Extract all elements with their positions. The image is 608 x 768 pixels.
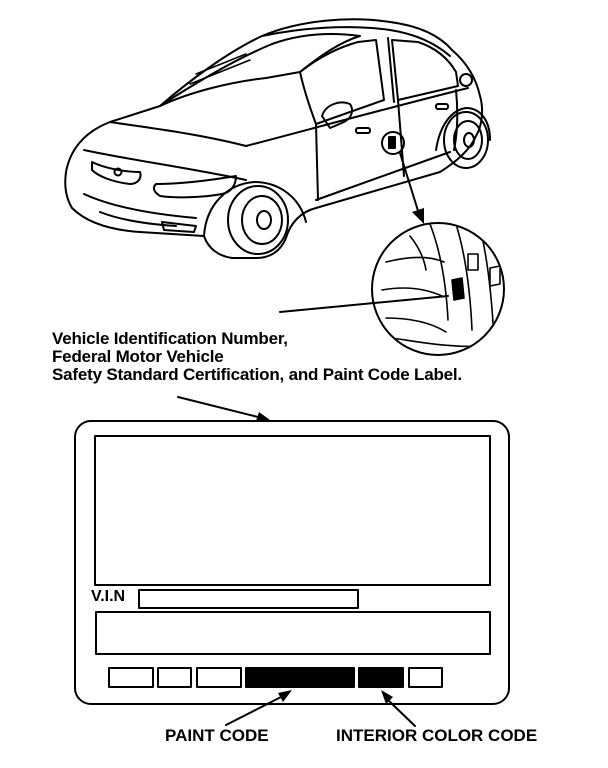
detail-pointer-arrowhead	[412, 208, 424, 224]
code-box-3	[197, 668, 241, 687]
label-certification-area	[95, 436, 490, 585]
paint-code-pointer-line	[226, 696, 283, 725]
interior-color-code-box	[359, 668, 403, 687]
car-windshield	[160, 34, 360, 106]
code-box-6	[409, 668, 442, 687]
car-rear-side-window	[392, 40, 458, 100]
vin-box	[139, 590, 358, 608]
callout-leader-line	[280, 296, 448, 312]
label-enlarged	[75, 421, 509, 704]
label-pointer-arrowhead	[256, 412, 270, 421]
vin-label: V.I.N	[91, 588, 126, 605]
car-rear-door-handle	[436, 104, 448, 109]
car-fog-light	[162, 222, 196, 232]
car-hood-lines	[84, 122, 246, 180]
car-grille	[92, 162, 141, 184]
door-jamb-detail	[372, 223, 504, 355]
car-front-side-window	[300, 40, 384, 124]
callout-line-3: Safety Standard Certification, and Paint Code Label.	[52, 365, 462, 384]
jamb-hinge	[490, 266, 500, 286]
label-barcode-area	[96, 612, 490, 654]
car-front-rim	[242, 196, 282, 244]
paint-code-box	[246, 668, 354, 687]
jamb-label	[452, 278, 464, 300]
paint-code-label: PAINT CODE	[165, 726, 269, 745]
car-lower-intake	[84, 194, 196, 226]
car-side-skirt	[316, 152, 450, 200]
label-outer-frame	[75, 421, 509, 704]
paint-code-arrowhead	[278, 690, 292, 702]
code-box-2	[158, 668, 191, 687]
car-front-door-handle	[356, 128, 370, 133]
jamb-striker	[410, 236, 478, 270]
jamb-door-edge	[382, 258, 446, 333]
car-rear-rim	[454, 121, 482, 159]
label-pointer-line	[178, 397, 258, 417]
callout-line-1: Vehicle Identification Number,	[52, 329, 288, 348]
car-rear-hub	[464, 133, 474, 147]
callout-line-2: Federal Motor Vehicle	[52, 347, 224, 366]
interior-color-code-label: INTERIOR COLOR CODE	[336, 726, 538, 745]
code-box-1	[109, 668, 153, 687]
car-illustration	[65, 19, 490, 258]
car-front-door-line	[316, 124, 318, 200]
label-location-sticker	[389, 137, 395, 148]
car-side-mirror	[322, 103, 352, 129]
car-front-hub	[257, 211, 271, 229]
car-fuel-door	[460, 74, 472, 86]
car-beltline	[246, 88, 468, 146]
